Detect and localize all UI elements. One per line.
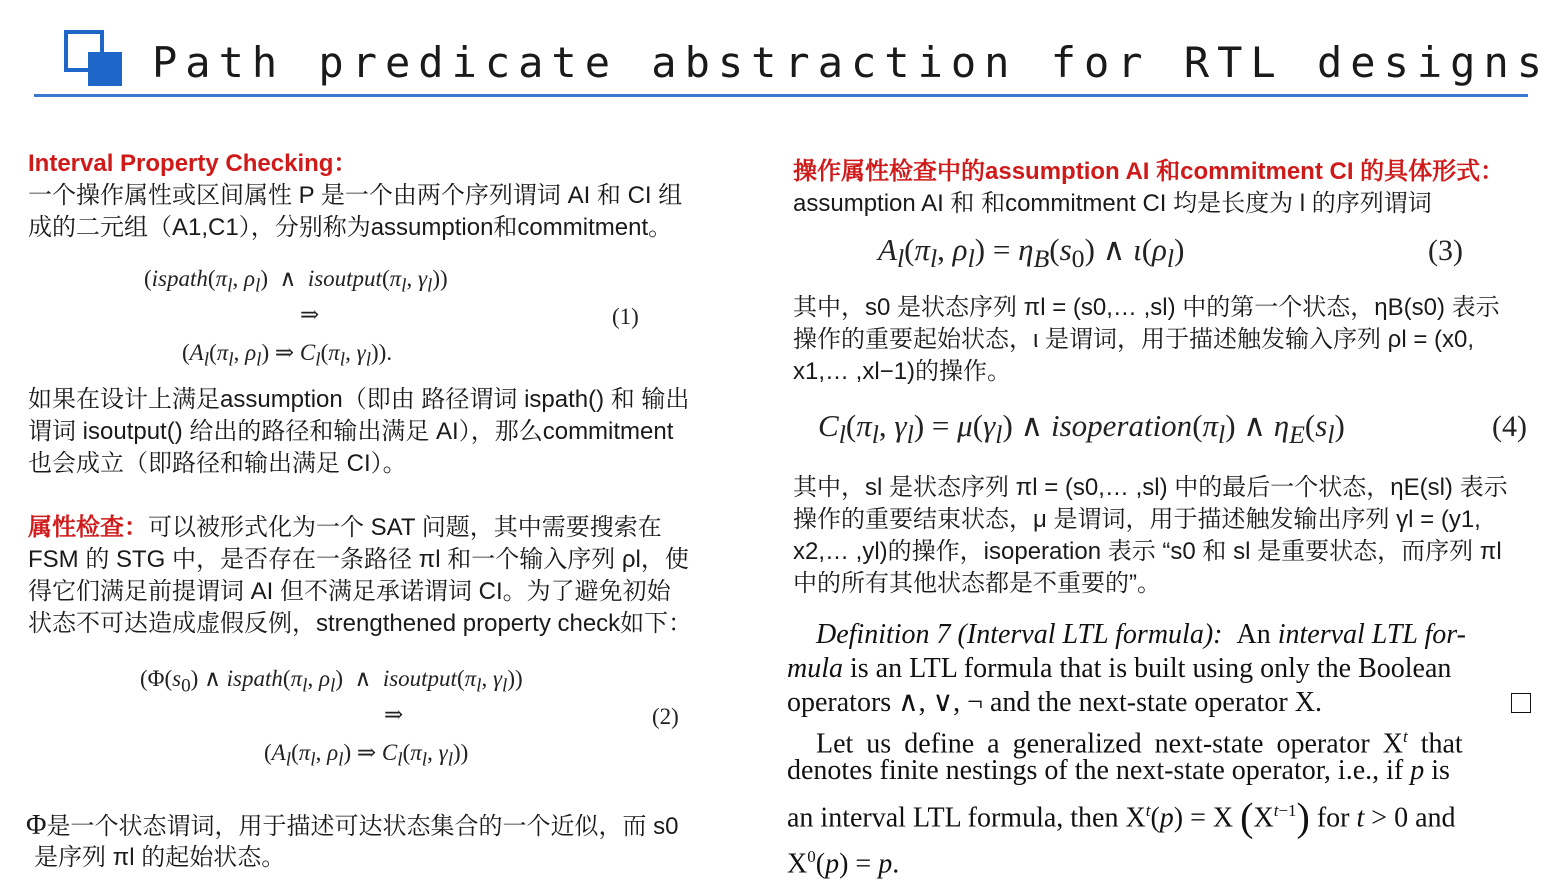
ipc-heading: Interval Property Checking： xyxy=(28,150,358,177)
title-underline xyxy=(34,94,1528,97)
eq1-line-2: ⇒ xyxy=(300,302,320,327)
p4-line-4: 中的所有其他状态都是不重要的”。 xyxy=(793,570,1161,597)
def-line-4: Let us define a generalized next-state operator $X^t$ that xyxy=(816,727,1463,760)
def-line-6: an interval LTL formula, then $X^t(p) = X$ $(X^{t-1})$ for t > 0 and xyxy=(787,794,1456,840)
p4-line-2: 操作的重要结束状态，μ 是谓词，用于描述触发输出序列 γl = (y1, xyxy=(793,506,1481,533)
para2-line-2: 谓词 isoutput() 给出的路径和输出满足 AI），那么commitment xyxy=(28,418,674,445)
logo xyxy=(64,30,122,86)
phi-line-1: 是一个状态谓词，用于描述可达状态集合的一个近似，而 s0 xyxy=(46,813,679,840)
eq4-number: (4) xyxy=(1492,410,1527,443)
eq2-number: (2) xyxy=(652,704,679,729)
right-heading: 操作属性检查中的assumption AI 和commitment CI 的具体形式： xyxy=(793,158,1505,185)
pc-line-1: 可以被形式化为一个 SAT 问题，其中需要搜索在 xyxy=(148,514,662,541)
pc-heading: 属性检查： xyxy=(28,514,148,541)
p3-line-1: 其中，s0 是状态序列 πl = (s0,… ,sl) 中的第一个状态，ηB(s0) 表示 xyxy=(793,294,1500,321)
ipc-line-2: 成的二元组（A1,C1），分别称为assumption和commitment。 xyxy=(28,214,673,241)
eq2-line-1: ($\Phi(s_0)$ ∧ $ispath(\pi_l$, $\rho_l$) ∧ $isoutput(\pi_l$, $\gamma_l$)) xyxy=(140,666,523,697)
def-line-2: mula is an LTL formula that is built using only the Boolean xyxy=(787,653,1452,684)
phi-line-1-row xyxy=(26,810,678,843)
pc-line-4: 状态不可达造成虚假反例，strengthened property check如下： xyxy=(28,610,693,637)
phi-symbol: Φ xyxy=(26,810,47,841)
eq2-line-2: ⇒ xyxy=(384,702,404,727)
slide-title: Path predicate abstraction for RTL designs xyxy=(152,38,1551,87)
para2-line-3: 也会成立（即路径和输出满足 CI）。 xyxy=(28,450,407,477)
pc-line-2: FSM 的 STG 中，是否存在一条路径 πl 和一个输入序列 ρl，使 xyxy=(28,546,689,573)
eq2-line-3: ($A_l(\pi_l$, $\rho_l$) ⇒ $C_l(\pi_l$, $\gamma_l$)) xyxy=(264,740,469,771)
logo-filled-square xyxy=(88,52,122,86)
eq3-number: (3) xyxy=(1428,234,1463,267)
pc-line-1-row xyxy=(28,512,662,544)
qed-box xyxy=(1511,693,1531,713)
eq4: $C_l(\pi_l$, $\gamma_l) = \mu(\gamma_l)$ ∧ $isoperation(\pi_l)$ ∧ $\eta_E(s_l)$ xyxy=(818,408,1345,450)
def-line-3: operators ∧, ∨, ¬ and the next-state operator X. xyxy=(787,687,1322,718)
p3-line-2: 操作的重要起始状态，ι 是谓词，用于描述触发输入序列 ρl = (x0, xyxy=(793,326,1475,353)
p4-line-1: 其中，sl 是状态序列 πl = (s0,… ,sl) 中的最后一个状态，ηE(sl) 表示 xyxy=(793,474,1508,501)
def-line-5: denotes finite nestings of the next-state operator, i.e., if p is xyxy=(787,755,1450,786)
para2-line-1: 如果在设计上满足assumption（即由 路径谓词 ispath() 和 输出 xyxy=(28,386,690,413)
def-line-1: Definition 7 (Interval LTL formula): An interval LTL for- xyxy=(816,619,1466,650)
pc-line-3: 得它们满足前提谓词 AI 但不满足承诺谓词 CI。为了避免初始 xyxy=(28,578,671,605)
def-label: Definition 7 (Interval LTL formula): xyxy=(816,619,1223,650)
right-intro: assumption AI 和 和commitment CI 均是长度为 l 的序列谓词 xyxy=(793,190,1432,217)
def-line-7: $X^0(p) = p$. xyxy=(787,847,900,880)
eq3: $A_l(\pi_l$, $\rho_l) = \eta_B(s_0)$ ∧ $\iota(\rho_l)$ xyxy=(878,232,1185,274)
p3-line-3: x1,… ,xl−1)的操作。 xyxy=(793,358,1012,385)
ipc-line-1: 一个操作属性或区间属性 P 是一个由两个序列谓词 AI 和 CI 组 xyxy=(28,182,683,209)
eq1-number: (1) xyxy=(612,304,639,329)
p4-line-3: x2,… ,yl)的操作，isoperation 表示 “s0 和 sl 是重要状态，而序列 πl xyxy=(793,538,1502,565)
eq1-line-3: ($A_l(\pi_l$, $\rho_l$) ⇒ $C_l(\pi_l$, $\gamma_l$)). xyxy=(182,340,393,371)
phi-line-2: 是序列 πl 的起始状态。 xyxy=(34,844,286,871)
eq1-line-1: ($ispath(\pi_l$, $\rho_l$) ∧ $isoutput(\pi_l$, $\gamma_l$)) xyxy=(144,266,448,297)
